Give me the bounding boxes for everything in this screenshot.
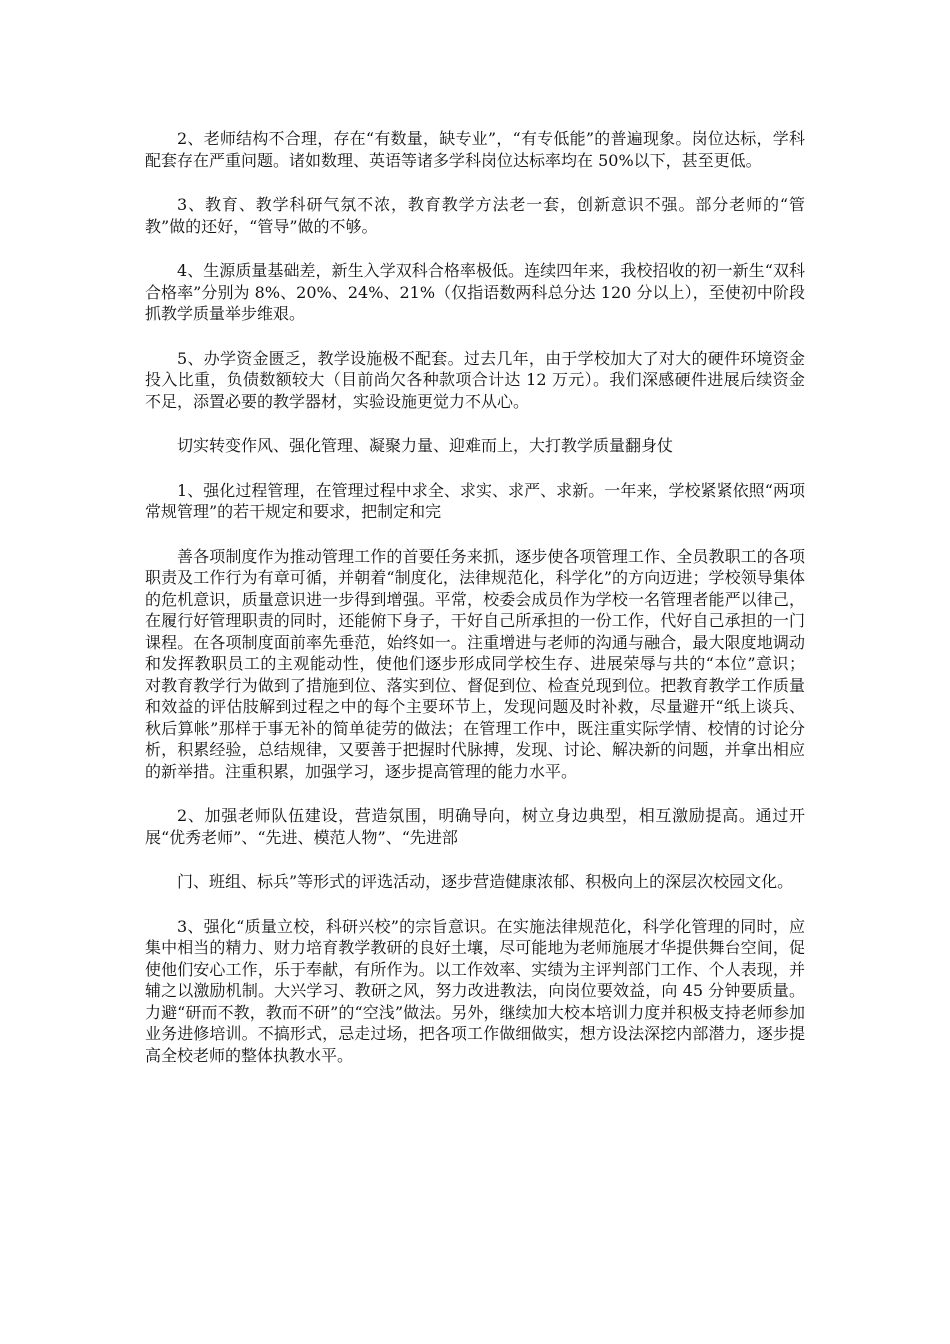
paragraph-research-atmosphere: 3、教育、教学科研气氛不浓，教育教学方法老一套，创新意识不强。部分老师的“管教”做的还好，“管导”做的不够。	[145, 195, 805, 236]
paragraph-campus-culture: 门、班组、标兵”等形式的评选活动，逐步营造健康浓郁、积极向上的深层次校园文化。	[177, 872, 794, 891]
paragraph-system-building: 善各项制度作为推动管理工作的首要任务来抓，逐步使各项管理工作、全员教职工的各项职责及工作行为有章可循，并朝着“制度化，法律规范化，科学化”的方向迈进；学校领导集体的危机意识，质量意识进一步得到增强。平常，校委会成员作为学校一名管理者能严以律己，在履行好管理职责的同时，还能俯下身子，干好自己所承担的一份工作，代好自己承担的一门课程。在各项制度面前率先垂范，始终如一。注重增进与老师的沟通与融合，最大限度地调动和发挥教职员工的主观能动性，使他们逐步形成同学校生存、进展荣辱与共的“本位”意识； 对教育教学行为做到了措施到位、落实到位、督促到位、检查兑现到位。把教育教学工作质量和效益的评估肢解到过程之中的每个主要环节上，发现问题及时补救，尽量避开“纸上谈兵、秋后算帐”那样于事无补的简单徒劳的做法；在管理工作中，既注重实际学情、校情的讨论分析，积累经验，总结规律，又要善于把握时代脉搏，发现、讨论、解决新的问题，并拿出相应的新举措。注重积累，加强学习，逐步提高管理的能力水平。	[145, 546, 811, 781]
paragraph-teacher-structure: 2、老师结构不合理，存在“有数量，缺专业”，“有专低能”的普遍现象。岗位达标，学科配套存在严重问题。诸如数理、英语等诸多学科岗位达标率均在 50%以下，甚至更低。	[145, 129, 805, 170]
document-body	[145, 128, 811, 1089]
section-heading: 切实转变作风、强化管理、凝聚力量、迎难而上，大打教学质量翻身仗	[177, 436, 674, 455]
paragraph-process-management: 1、强化过程管理，在管理过程中求全、求实、求严、求新。一年来，学校紧紧依照“两项常规管理”的若干规定和要求，把制定和完	[145, 480, 805, 521]
paragraph-teacher-team: 2、加强老师队伍建设，营造氛围，明确导向，树立身边典型，相互激励提高。通过开展“优秀老师”、“先进、模范人物”、“先进部	[145, 806, 805, 847]
paragraph-student-quality: 4、生源质量基础差，新生入学双科合格率极低。连续四年来，我校招收的初一新生“双科合格率”分别为 8%、20%、24%、21%（仅指语数两科总分达 120 分以上），至使初中阶段抓教学质量举步维艰。	[145, 261, 805, 323]
paragraph-quality-research: 3、强化“质量立校，科研兴校”的宗旨意识。在实施法律规范化，科学化管理的同时，应集中相当的精力、财力培育教学教研的良好土壤，尽可能地为老师施展才华提供舞台空间，促使他们安心工作，乐于奉献，有所作为。以工作效率、实绩为主评判部门工作、个人表现，并辅之以激励机制。大兴学习、教研之风，努力改进教法，向岗位要效益，向 45 分钟要质量。力避“研而不教，教而不研”的“空浅”做法。另外，继续加大校本培训力度并积极支持老师参加业务进修培训。不搞形式，忌走过场，把各项工作做细做实，想方设法深挖内部潜力，逐步提高全校老师的整体执教水平。	[145, 916, 805, 1065]
paragraph-funding-shortage: 5、办学资金匮乏，教学设施极不配套。过去几年，由于学校加大了对大的硬件环境资金投入比重，负债数额较大（目前尚欠各种款项合计达 12 万元）。我们深感硬件进展后续资金不足，添置必要的教学器材，实验设施更觉力不从心。	[145, 348, 805, 411]
